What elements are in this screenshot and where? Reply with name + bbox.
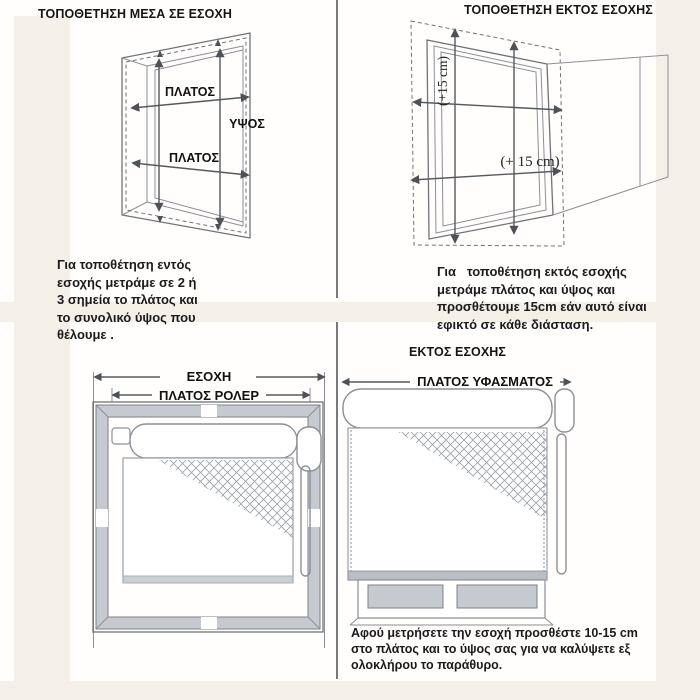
roller-inside-recess-diagram bbox=[88, 360, 333, 655]
height-plus-label: (+15 cm) bbox=[435, 56, 450, 106]
bottom-cream-strip bbox=[0, 681, 700, 700]
roller-tube bbox=[130, 424, 297, 458]
left-cream-band bbox=[14, 16, 70, 682]
outside-recess-caption bbox=[437, 263, 647, 333]
title-outside-recess: ΤΟΠΟΘΕΤΗΣΗ ΕΚΤΟΣ ΕΣΟΧΗΣ bbox=[464, 3, 653, 17]
fabric-width-label: ΠΛΑΤΟΣ ΥΦΑΣΜΑΤΟΣ bbox=[417, 374, 553, 389]
caption-line: προσθέτουμε 15cm εάν αυτό είναι bbox=[437, 299, 647, 314]
caption-line: Αφού μετρήσετε την εσοχή προσθέστε 10-15 cm bbox=[351, 626, 638, 640]
outside-recess-window-diagram bbox=[400, 14, 676, 262]
width-arrow-lower bbox=[412, 171, 560, 180]
caption-line: 3 σημεία το πλάτος και bbox=[57, 292, 198, 307]
width-plus-label: (+ 15 cm) bbox=[500, 154, 560, 170]
title-outside-recess-bottom: ΕΚΤΟΣ ΕΣΟΧΗΣ bbox=[408, 345, 507, 359]
window-frame bbox=[155, 50, 243, 222]
caption-line: στο πλάτος και το ύψος σας για να καλύψετε εξ bbox=[351, 641, 631, 656]
window-pane-right bbox=[457, 585, 537, 608]
roller-bracket bbox=[112, 428, 130, 444]
window-glass bbox=[441, 52, 540, 226]
caption-line: εσοχής μετράμε σε 2 ή bbox=[57, 274, 197, 290]
roller-tube bbox=[343, 389, 552, 428]
fabric-hem-bar bbox=[123, 576, 293, 583]
bottom-caption bbox=[351, 626, 638, 673]
vertical-divider-top bbox=[336, 0, 338, 298]
window-sill bbox=[350, 618, 553, 625]
caption-line: εφικτό σε κάθε διάσταση. bbox=[437, 316, 594, 332]
inside-recess-window-diagram bbox=[108, 26, 278, 251]
chain-loop bbox=[557, 434, 566, 574]
caption-line: ολοκλήρου το παράθυρο. bbox=[351, 657, 503, 672]
caption-line: το συνολικό ύψος που bbox=[57, 309, 196, 325]
fabric-hem-bar bbox=[348, 571, 547, 580]
caption-line: μετράμε πλάτος και ύψος και bbox=[437, 281, 616, 297]
window-pane-left bbox=[368, 585, 443, 608]
inside-recess-caption bbox=[57, 256, 198, 344]
recess-label: ΕΣΟΧΗ bbox=[186, 369, 232, 384]
height-label: ΥΨΟΣ bbox=[229, 117, 265, 131]
caption-line: Για τοποθέτηση εντός bbox=[57, 257, 192, 272]
recess-reveal bbox=[147, 46, 243, 226]
width-label-lower: ΠΛΑΤΟΣ bbox=[169, 151, 219, 165]
title-inside-recess: ΤΟΠΟΘΕΤΗΣΗ ΜΕΣΑ ΣΕ ΕΣΟΧΗ bbox=[38, 7, 232, 21]
chain-control bbox=[297, 427, 321, 471]
roller-width-label: ΠΛΑΤΟΣ ΡΟΛΕΡ bbox=[158, 388, 260, 403]
caption-line: θέλουμε . bbox=[57, 327, 114, 342]
chain-control bbox=[555, 389, 574, 432]
caption-line: Για τοποθέτηση εκτός εσοχής bbox=[437, 264, 627, 279]
width-label-upper: ΠΛΑΤΟΣ bbox=[165, 85, 215, 99]
right-reveal-wall bbox=[547, 55, 668, 215]
roller-outside-recess-diagram bbox=[338, 368, 588, 626]
